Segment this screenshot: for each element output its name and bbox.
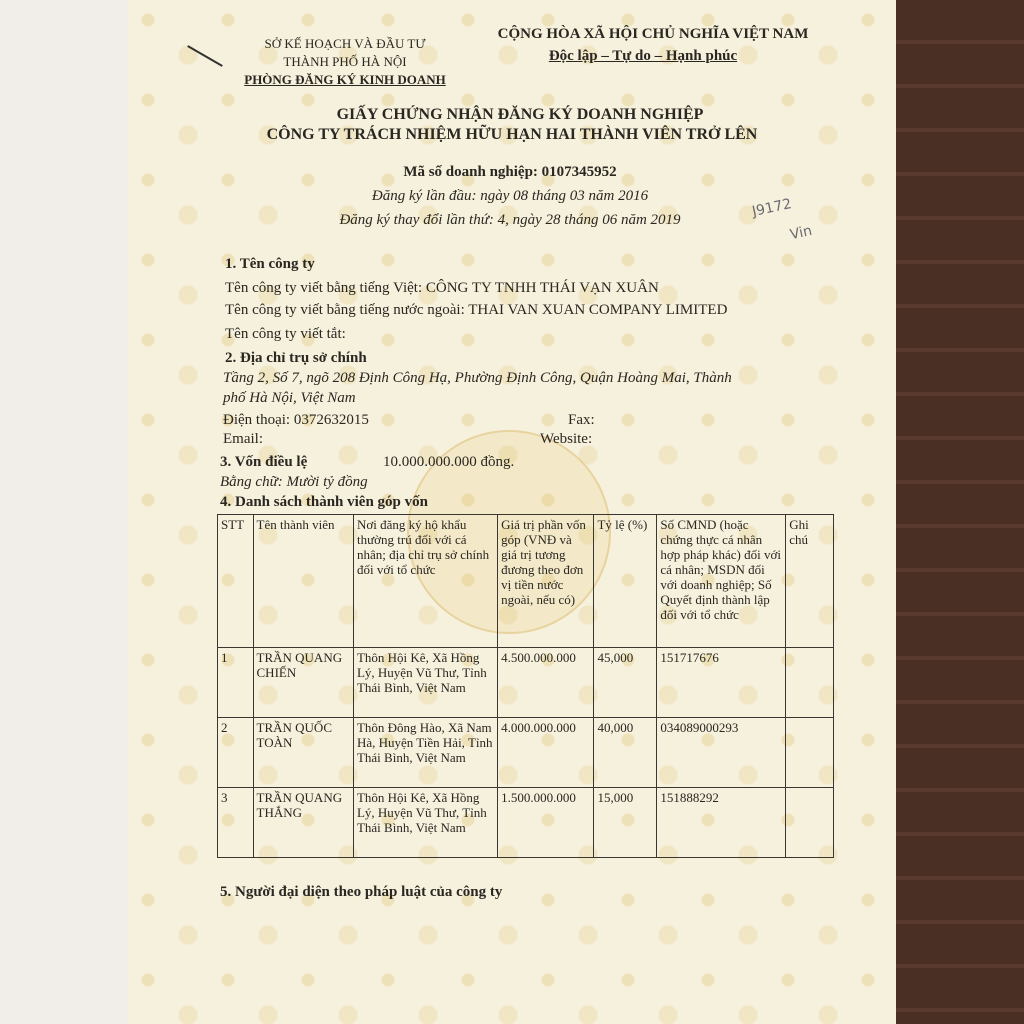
first-registration: Đăng ký lần đầu: ngày 08 tháng 03 năm 2016 [371,188,649,204]
row-note [786,788,834,858]
handwritten-note-2: Vin [788,222,814,244]
section3-heading: 3. Vốn điều lệ [220,454,308,470]
phone: Điện thoại: 0372632015 [223,412,369,428]
col-id-number: Số CMND (hoặc chứng thực cá nhân hợp pháp khác) đối với cá nhân; MSDN đối với doanh nghiệp; Số Quyết định thành lập đối với tổ chức [657,515,786,648]
background-curtain [894,0,1024,1024]
row-name: TRẦN QUANG THẮNG [253,788,353,858]
row-address: Thôn Hội Kê, Xã Hồng Lý, Huyện Vũ Thư, Tỉnh Thái Bình, Việt Nam [353,788,497,858]
charter-capital-words: Bằng chữ: Mười tỷ đồng [220,474,368,490]
row-stt: 3 [218,788,254,858]
row-value: 1.500.000.000 [498,788,594,858]
header-left-line2: THÀNH PHỐ HÀ NỘI [283,54,407,69]
section4-heading: 4. Danh sách thành viên góp vốn [220,494,428,510]
change-registration: Đăng ký thay đổi lần thứ: 4, ngày 28 tháng 06 năm 2019 [339,212,681,228]
row-id: 151717676 [657,648,786,718]
row-note [786,648,834,718]
section5-heading: 5. Người đại diện theo pháp luật của công ty [220,884,503,900]
enterprise-code: Mã số doanh nghiệp: 0107345952 [403,164,617,180]
row-value: 4.500.000.000 [498,648,594,718]
col-capital-value: Giá trị phần vốn góp (VNĐ và giá trị tương đương theo đơn vị tiền nước ngoài, nếu có) [498,515,594,648]
charter-capital-amount: 10.000.000.000 đồng. [383,454,515,470]
table-row [218,648,834,718]
row-id: 034089000293 [657,718,786,788]
table-row [218,788,834,858]
email: Email: [223,431,263,447]
table-header-row [218,515,834,648]
section2-heading: 2. Địa chỉ trụ sở chính [225,350,367,366]
col-member-name: Tên thành viên [253,515,353,648]
title-line2: CÔNG TY TRÁCH NHIỆM HỮU HẠN HAI THÀNH VIÊN TRỞ LÊN [266,126,758,143]
company-name-vietnamese: Tên công ty viết bằng tiếng Việt: CÔNG TY TNHH THÁI VẠN XUÂN [225,280,659,296]
section1-heading: 1. Tên công ty [225,256,315,272]
row-ratio: 40,000 [594,718,657,788]
col-address: Nơi đăng ký hộ khẩu thường trú đối với cá nhân; địa chỉ trụ sở chính đối với tổ chức [353,515,497,648]
handwritten-note-1: J9172 [750,196,793,220]
website: Website: [540,431,593,447]
row-name: TRẦN QUANG CHIẾN [253,648,353,718]
row-address: Thôn Đông Hào, Xã Nam Hà, Huyện Tiền Hải, Tỉnh Thái Bình, Việt Nam [353,718,497,788]
table-row [218,718,834,788]
address-line2: phố Hà Nội, Việt Nam [223,390,356,406]
title-line1: GIẤY CHỨNG NHẬN ĐĂNG KÝ DOANH NGHIỆP [336,106,704,123]
company-name-foreign: Tên công ty viết bằng tiếng nước ngoài: THAI VAN XUAN COMPANY LIMITED [225,302,728,318]
header-right-line1: CỘNG HÒA XÃ HỘI CHỦ NGHĨA VIỆT NAM [497,26,809,42]
row-id: 151888292 [657,788,786,858]
col-note: Ghi chú [786,515,834,648]
background-left [0,0,130,1024]
row-ratio: 45,000 [594,648,657,718]
row-ratio: 15,000 [594,788,657,858]
members-table [217,514,834,858]
header-left-line1: SỞ KẾ HOẠCH VÀ ĐẦU TƯ [264,36,426,51]
header-left-line3: PHÒNG ĐĂNG KÝ KINH DOANH [244,72,446,87]
col-stt: STT [218,515,254,648]
row-value: 4.000.000.000 [498,718,594,788]
row-note [786,718,834,788]
row-name: TRẦN QUỐC TOÀN [253,718,353,788]
header-right-line2: Độc lập – Tự do – Hạnh phúc [548,48,738,64]
row-stt: 2 [218,718,254,788]
row-stt: 1 [218,648,254,718]
address-line1: Tầng 2, Số 7, ngõ 208 Định Công Hạ, Phường Định Công, Quận Hoàng Mai, Thành [223,370,732,386]
company-name-short: Tên công ty viết tắt: [225,326,346,342]
col-ratio: Tỷ lệ (%) [594,515,657,648]
fax: Fax: [568,412,595,428]
row-address: Thôn Hội Kê, Xã Hồng Lý, Huyện Vũ Thư, Tỉnh Thái Bình, Việt Nam [353,648,497,718]
